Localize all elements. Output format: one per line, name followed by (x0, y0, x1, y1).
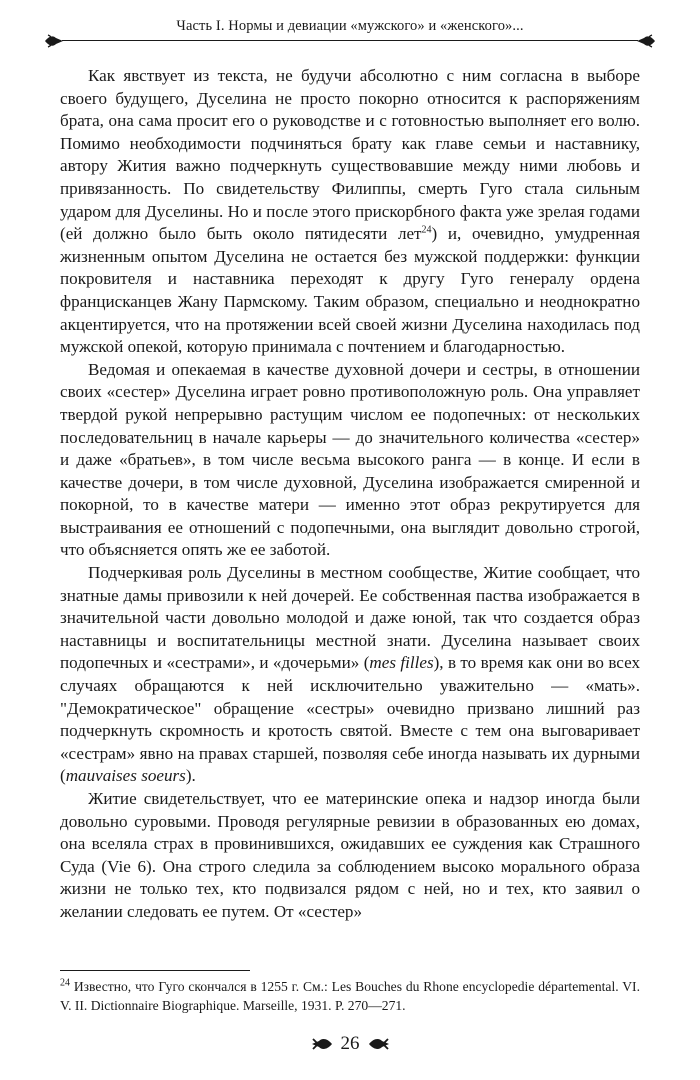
footnote-ref[interactable]: 24 (421, 224, 432, 236)
paragraph (60, 65, 640, 359)
footnote-body: Известно, что Гуго скончался в 1255 г. См.: Les Bouches du Rhone encyclopedie départemental. VI. V. II. Dictionnaire Biographique. Marseille, 1931. P. 270—271. (60, 979, 640, 1013)
paragraph: Ведомая и опекаемая в качестве духовной дочери и сестры, в отношении своих «сестер» Дуселина играет ровно противоположную роль. Она управляет твердой рукой непрерывно растущим числом ее подопечных: от нескольких последовательниц в начале карьеры — до значительного количества «сестер» и даже «братьев», в том числе весьма высокого ранга — в конце. И если в качестве дочери, в том числе духовной, Дуселина изображается смиренной и покорной, то в качестве матери — именно этот образ рекрутируется для выстраивания ее отношений с подопечными, она выглядит довольно строгой, что объясняется опять же ее заботой. (60, 359, 640, 560)
fleuron-right-icon (636, 32, 656, 50)
footnote-divider (60, 970, 250, 971)
page-footer (0, 1033, 700, 1059)
text-run: Как явствует из текста, не будучи абсолютно с ним согласна в выборе своего будущего, Дуселина не просто покорно относится к распоряжениям брата, она сама просит его о руководстве и с готовностью выполняет его волю. Помимо необходимости подчиняться брату как главе семьи и наставнику, автору Жития важно подчеркнуть существовавшие между ними любовь и привязанность. По свидетельству Филиппы, смерть Гуго стала сильным ударом для Дуселины. Но и после этого прискорбного факта уже зрелая годами (ей должно было быть около пятидесяти лет (60, 66, 640, 244)
paragraph (60, 562, 640, 788)
header-rule (62, 40, 638, 41)
main-text (60, 65, 640, 924)
italic-run: mauvaises soeurs (65, 766, 186, 786)
text-run: Подчеркивая роль Дуселины в местном сообществе, Житие сообщает, что знатные дамы привозили к ней дочерей. Ее собственная паства изображается в значительной части довольно молодой и даже юной, так что создается образ наставницы и воспитательницы местной знати. Дуселина называет своих подопечных и «сестрами», и «дочерьми» ( (60, 563, 640, 673)
fleuron-left-icon (311, 1035, 333, 1053)
text-run: ). (185, 766, 196, 786)
text-run: ) и, очевидно, умудренная жизненным опытом Дуселина не остается без мужской поддержки: функции покровителя и наставника переходят к другу Гуго генералу ордена францисканцев Жану Пармскому. Таким образом, специально и неоднократно акцентируется, что на протяжении всей своей жизни Дуселина находилась под мужской опекой, которую принимала с почтением и благодарностью. (60, 224, 640, 357)
running-header (46, 14, 654, 54)
italic-run: mes filles (369, 653, 434, 673)
fleuron-right-icon (368, 1035, 390, 1053)
footnote-text (60, 977, 640, 1015)
footnote-number: 24 (60, 977, 70, 989)
page-number: 26 (340, 1033, 360, 1054)
paragraph: Житие свидетельствует, что ее материнские опека и надзор иногда были довольно суровыми. Проводя регулярные ревизии в образованных ею домах, она вселяла страх в провинившихся, ожидавших ее суждения как Страшного Суда (Vie 6). Она строго следила за соблюдением высоко морального образа жизни не только тех, кто подвизался рядом с ней, но и тех, кто заявил о желании следовать ее путем. От «сестер» (60, 789, 640, 921)
header-title: Часть I. Нормы и девиации «мужского» и «женского»... (176, 18, 524, 34)
footnote (60, 977, 640, 1015)
text-run: ), в то время как они во всех случаях обращаются к ней исключительно уважительно — «мать». "Демократическое" обращение «сестры» очевидно призвано лишний раз подчеркнуть скромность и кротость святой. Вместе с тем она выговаривает «сестрам» явно на правах старшей, позволяя себе иногда называть их дурными ( (60, 653, 640, 786)
